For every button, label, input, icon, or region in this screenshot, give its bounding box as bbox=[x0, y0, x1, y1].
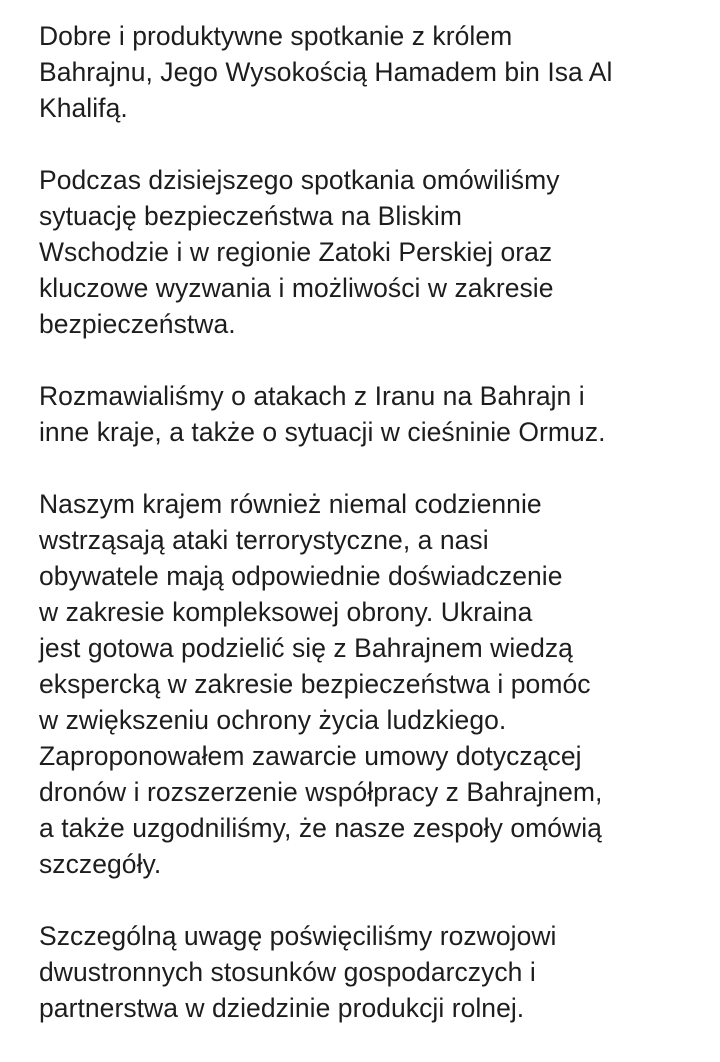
text-line: Wschodzie i w regionie Zatoki Perskiej oraz bbox=[39, 237, 553, 267]
text-line: w zakresie kompleksowej obrony. Ukraina bbox=[39, 597, 533, 627]
paragraph-defense-cooperation bbox=[39, 486, 699, 882]
paragraph-meeting-intro bbox=[39, 18, 699, 126]
text-line: szczegóły. bbox=[39, 849, 162, 879]
text-line: sytuację bezpieczeństwa na Bliskim bbox=[39, 201, 462, 231]
text-line: jest gotowa podzielić się z Bahrajnem wiedzą bbox=[39, 633, 573, 663]
text-line: a także uzgodniliśmy, że nasze zespoły omówią bbox=[39, 813, 602, 843]
text-line: wstrząsają ataki terrorystyczne, a nasi bbox=[39, 525, 489, 555]
text-line: ekspercką w zakresie bezpieczeństwa i pomóc bbox=[39, 669, 591, 699]
post-body bbox=[39, 18, 699, 1062]
text-line: Podczas dzisiejszego spotkania omówiliśmy bbox=[39, 165, 560, 195]
text-line: dwustronnych stosunków gospodarczych i bbox=[39, 957, 536, 987]
text-line: Rozmawialiśmy o atakach z Iranu na Bahrajn i bbox=[39, 381, 585, 411]
text-line: Naszym krajem również niemal codziennie bbox=[39, 489, 542, 519]
text-line: dronów i rozszerzenie współpracy z Bahrajnem, bbox=[39, 777, 603, 807]
text-line: obywatele mają odpowiednie doświadczenie bbox=[39, 561, 563, 591]
text-line: Dobre i produktywne spotkanie z królem bbox=[39, 21, 513, 51]
paragraph-security-discussion bbox=[39, 162, 699, 342]
text-line: partnerstwa w dziedzinie produkcji rolnej. bbox=[39, 993, 525, 1023]
text-line: Khalifą. bbox=[39, 93, 128, 123]
paragraph-economic-relations bbox=[39, 918, 699, 1026]
text-line: Zaproponowałem zawarcie umowy dotyczącej bbox=[39, 741, 582, 771]
paragraph-iran-attacks bbox=[39, 378, 699, 450]
text-line: w zwiększeniu ochrony życia ludzkiego. bbox=[39, 705, 507, 735]
text-line: Bahrajnu, Jego Wysokością Hamadem bin Isa Al bbox=[39, 57, 613, 87]
text-line: bezpieczeństwa. bbox=[39, 309, 236, 339]
text-line: inne kraje, a także o sytuacji w cieśninie Ormuz. bbox=[39, 417, 606, 447]
text-line: Szczególną uwagę poświęciliśmy rozwojowi bbox=[39, 921, 557, 951]
text-line: kluczowe wyzwania i możliwości w zakresie bbox=[39, 273, 554, 303]
